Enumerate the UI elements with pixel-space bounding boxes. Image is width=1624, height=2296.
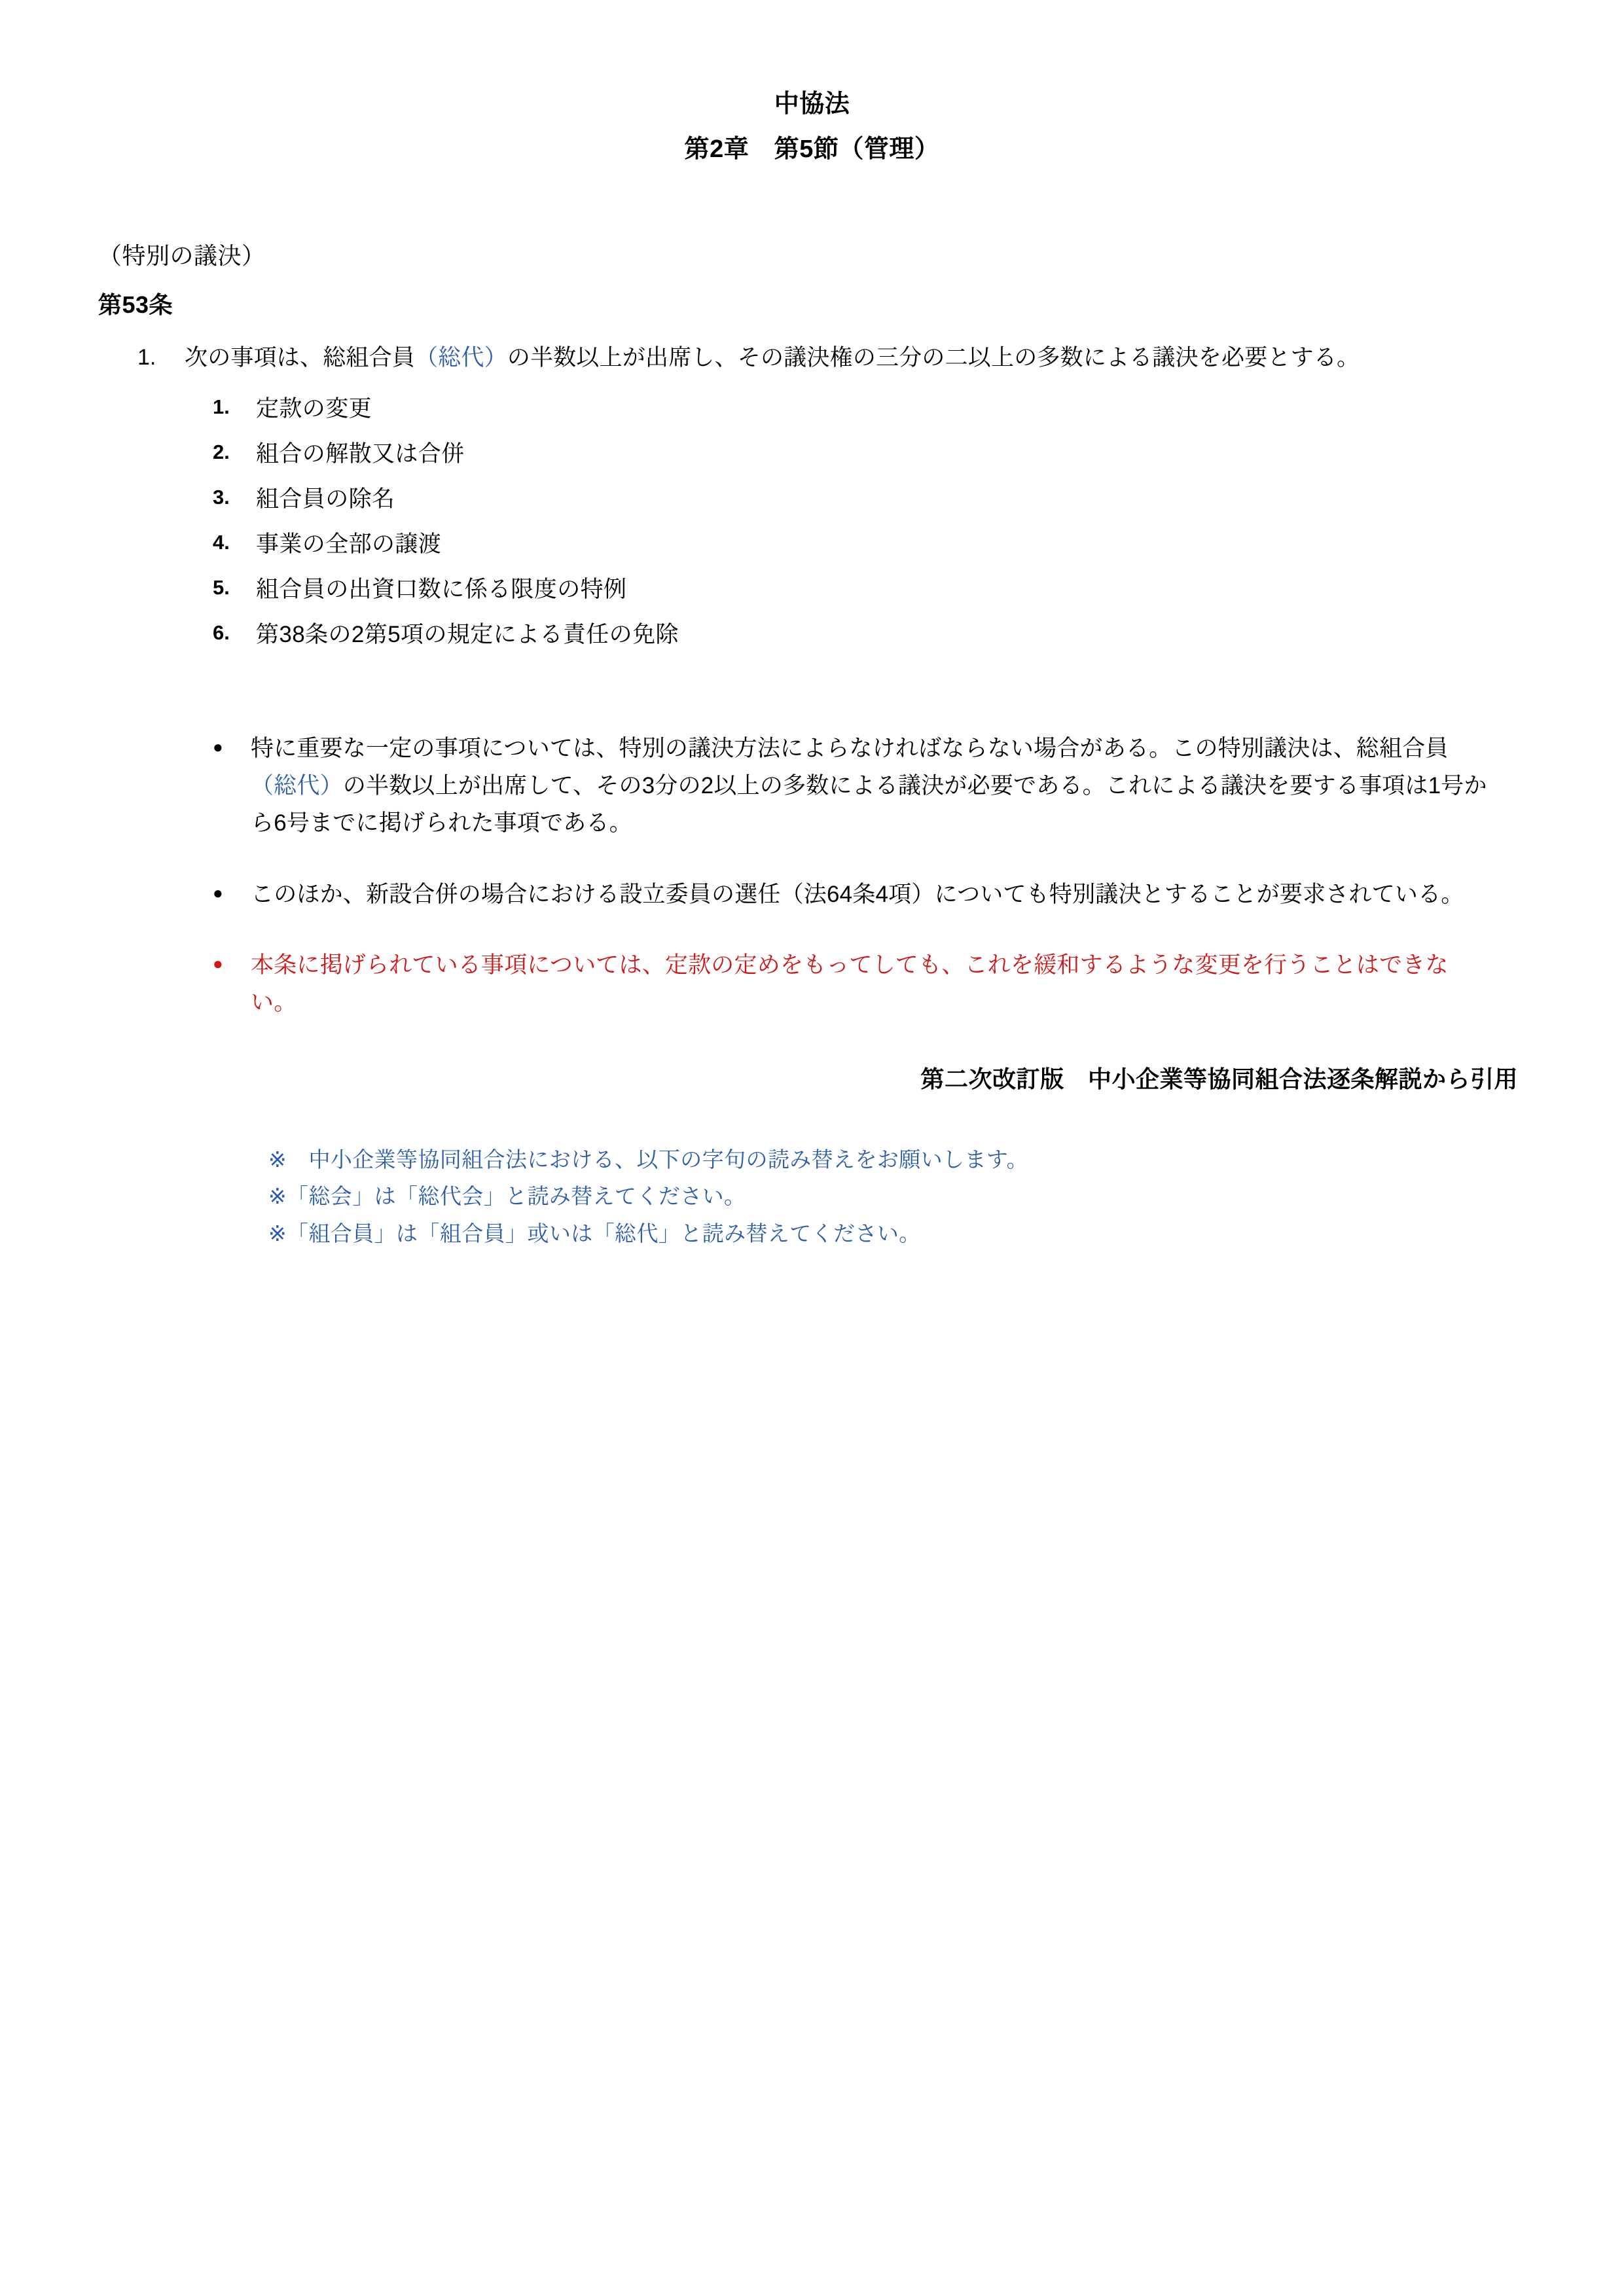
bullet-text [251,947,1494,1021]
list-item-marker: 1. [213,395,230,419]
bullet-item [213,876,1526,914]
list-item [213,526,1526,563]
article-number: 第53条 [98,291,173,318]
bullet-dot-icon: ● [213,954,223,974]
list-item-label: 組合員の出資口数に係る限度の特例 [256,577,627,603]
list-item-marker: 2. [213,440,230,464]
bullet-text-after: の半数以上が出席して、その3分の2以上の多数による議決が必要である。これによる議決を要する事項は1号から6号までに掲げられた事項である。 [251,773,1487,836]
note-line: ※「組合員」は「組合員」或いは「総代」と読み替えてください。 [268,1221,921,1246]
bullet-text-before: このほか、新設合併の場合における設立委員の選任（法64条4項）についても特別議決とすることが要求されている。 [251,881,1464,907]
list-item-label: 組合の解散又は合併 [256,441,465,467]
list-item [213,481,1526,518]
bullet-dot-icon: ● [213,737,223,757]
list-item [213,571,1526,608]
clause-text [185,340,1360,377]
clause-text-blue: （総代） [415,344,507,370]
citation-source: 第二次改訂版 中小企業等協同組合法逐条解説から引用 [920,1065,1518,1092]
sub-item-list [98,391,1526,653]
list-item-marker: 4. [213,531,230,554]
list-item-label: 事業の全部の譲渡 [256,531,442,558]
list-item-label: 第38条の2第5項の規定による責任の免除 [256,622,679,648]
note-line: ※ 中小企業等協同組合法における、以下の字句の読み替えをお願いします。 [268,1147,1029,1172]
clause-text-before: 次の事項は、総組合員 [185,344,416,370]
list-item [213,436,1526,473]
clause-marker: 1. [137,344,156,370]
bullet-text-before: 本条に掲げられている事項については、定款の定めをもってしても、これを緩和するような変更を行うことはできない。 [251,952,1449,1015]
bullet-text-before: 特に重要な一定の事項については、特別の議決方法によらなければならない場合がある。この特別議決は、総組合員 [251,736,1449,762]
bullet-text [251,730,1494,842]
note-line: ※「総会」は「総代会」と読み替えてください。 [268,1184,746,1209]
document-title: 中協法 [774,90,850,118]
bullet-text-blue: （総代） [251,773,343,799]
list-item-marker: 5. [213,576,230,600]
commentary-bullets [98,730,1526,1021]
list-item-marker: 6. [213,621,230,645]
bullet-item [213,730,1526,842]
list-item [213,617,1526,653]
notes-block [98,1141,1526,1253]
clause-text-after: の半数以上が出席し、その議決権の三分の二以上の多数による議決を必要とする。 [507,344,1360,370]
list-item-label: 組合員の除名 [256,486,395,512]
list-item-label: 定款の変更 [256,396,372,422]
document-subtitle: 第2章 第5節（管理） [684,135,940,163]
bullet-dot-icon: ● [213,882,223,903]
section-heading: （特別の議決） [98,242,266,269]
bullet-text [251,876,1464,914]
clause-1 [98,340,1526,377]
bullet-item-highlighted [213,947,1526,1021]
list-item [213,391,1526,427]
list-item-marker: 3. [213,486,230,509]
